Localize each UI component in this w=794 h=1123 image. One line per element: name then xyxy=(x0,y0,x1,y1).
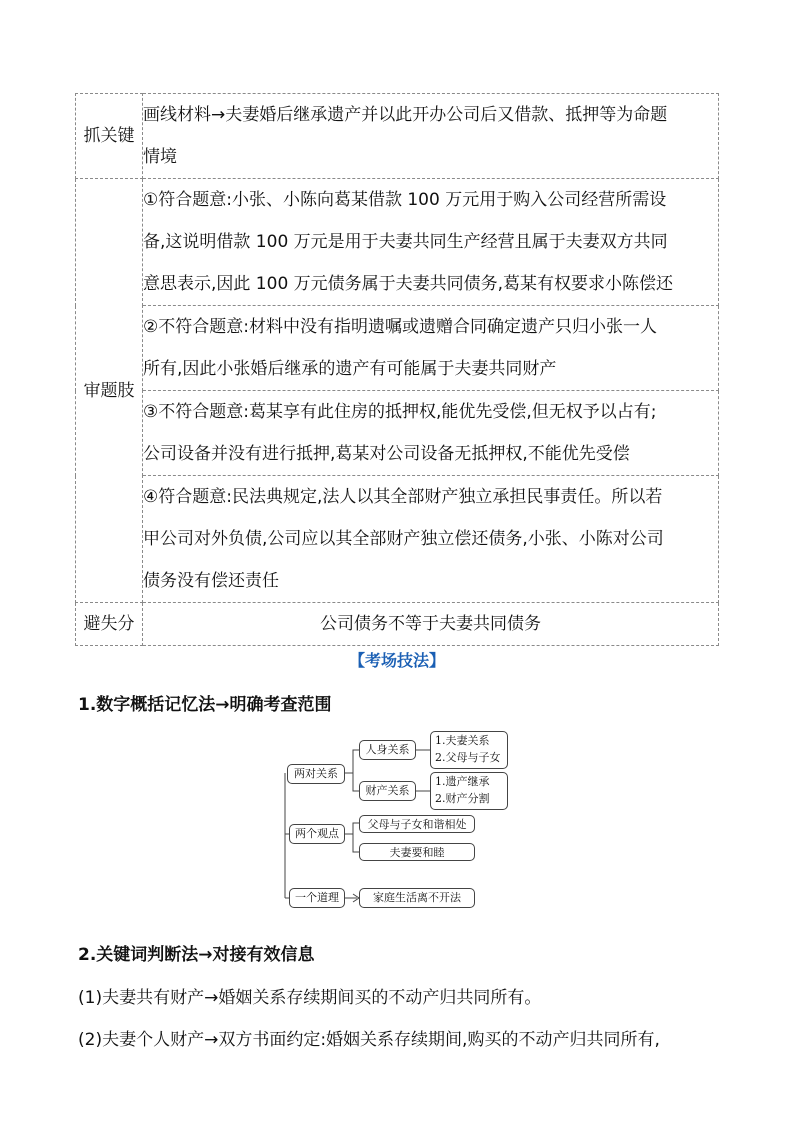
paragraph-1: (1)夫妻共有财产→婚姻关系存续期间买的不动产归共同所有。 xyxy=(78,988,542,1008)
text-line: 情境 xyxy=(143,147,177,167)
row-label: 避失分 xyxy=(76,603,143,646)
mind-map xyxy=(275,725,525,915)
list-item: 1.夫妻关系 xyxy=(435,734,490,747)
option-cell xyxy=(143,179,719,306)
analysis-table xyxy=(75,93,719,646)
table-row xyxy=(76,603,719,646)
text-line: ④符合题意:民法典规定,法人以其全部财产独立承担民事责任。所以若 xyxy=(143,487,663,507)
row-label: 抓关键 xyxy=(76,94,143,179)
option-cell xyxy=(143,306,719,391)
option-cell xyxy=(143,476,719,603)
table-row xyxy=(76,476,719,603)
node-viewpoint-1: 父母与子女和谐相处 xyxy=(359,815,475,833)
text-line: 所有,因此小张婚后继承的遗产有可能属于夫妻共同财产 xyxy=(143,359,557,379)
list-item: 2.父母与子女 xyxy=(435,751,501,764)
node-property-relation: 财产关系 xyxy=(359,781,416,801)
table-row xyxy=(76,391,719,476)
row-content xyxy=(143,94,719,179)
heading-2: 2.关键词判断法→对接有效信息 xyxy=(78,945,315,965)
paragraph-2: (2)夫妻个人财产→双方书面约定:婚姻关系存续期间,购买的不动产归共同所有, xyxy=(78,1030,660,1050)
node-personal-relation-items xyxy=(430,731,508,769)
node-property-relation-items xyxy=(430,772,508,810)
option-cell xyxy=(143,391,719,476)
text-line: ①符合题意:小张、小陈向葛某借款 100 万元用于购入公司经营所需设 xyxy=(143,190,667,210)
text-line: ②不符合题意:材料中没有指明遗嘱或遗赠合同确定遗产只归小张一人 xyxy=(143,317,657,337)
list-item: 1.遗产继承 xyxy=(435,775,490,788)
node-principle-text: 家庭生活离不开法 xyxy=(359,888,475,908)
heading-1: 1.数字概括记忆法→明确考查范围 xyxy=(78,695,332,715)
table-row xyxy=(76,94,719,179)
text-line: 债务没有偿还责任 xyxy=(143,571,279,591)
node-personal-relation: 人身关系 xyxy=(359,740,416,760)
node-two-viewpoints: 两个观点 xyxy=(289,824,345,844)
text-line: 甲公司对外负债,公司应以其全部财产独立偿还债务,小张、小陈对公司 xyxy=(143,529,664,549)
node-two-relations: 两对关系 xyxy=(287,764,345,784)
section-title: 【考场技法】 xyxy=(348,651,445,670)
row-content: 公司债务不等于夫妻共同债务 xyxy=(143,603,719,646)
text-line: 公司设备并没有进行抵押,葛某对公司设备无抵押权,不能优先受偿 xyxy=(143,444,630,464)
node-one-principle: 一个道理 xyxy=(289,888,345,908)
node-viewpoint-2: 夫妻要和睦 xyxy=(359,843,475,861)
list-item: 2.财产分割 xyxy=(435,792,490,805)
text-line: 备,这说明借款 100 万元是用于夫妻共同生产经营且属于夫妻双方共同 xyxy=(143,232,668,252)
row-label: 审题肢 xyxy=(76,179,143,603)
table-row xyxy=(76,179,719,306)
text-line: ③不符合题意:葛某享有此住房的抵押权,能优先受偿,但无权予以占有; xyxy=(143,402,657,422)
table-row xyxy=(76,306,719,391)
text-line: 意思表示,因此 100 万元债务属于夫妻共同债务,葛某有权要求小陈偿还 xyxy=(143,274,674,294)
text-line: 画线材料→夫妻婚后继承遗产并以此开办公司后又借款、抵押等为命题 xyxy=(143,105,668,125)
